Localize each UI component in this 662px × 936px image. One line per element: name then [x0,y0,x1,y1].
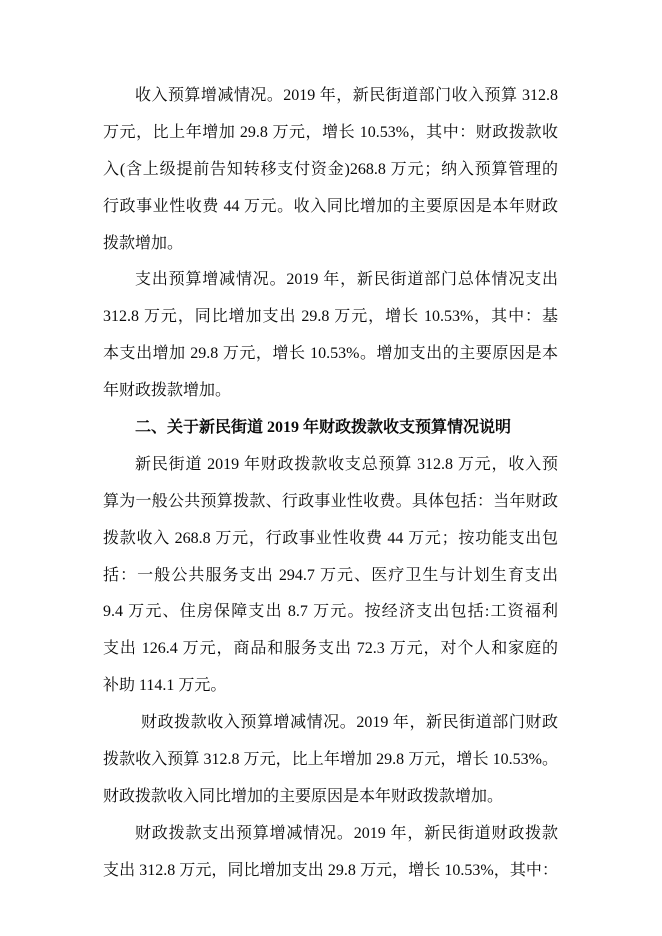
paragraph-line: 万元，比上年增加 29.8 万元，增长 10.53%，其中：财政拨款收 [103,123,558,141]
paragraph-line: 支出 312.8 万元，同比增加支出 29.8 万元，增长 10.53%，其中： [103,861,558,879]
paragraph-line: 括：一般公共服务支出 294.7 万元、医疗卫生与计划生育支出 [103,566,558,584]
paragraph-line: 本支出增加 29.8 万元，增长 10.53%。增加支出的主要原因是本 [103,345,558,363]
paragraph-line: 新民街道 2019 年财政拨款收支总预算 312.8 万元，收入预 [135,455,558,473]
paragraph-appropriation-expenditure-change [103,816,558,890]
document-body [103,78,558,890]
paragraph-line: 财政拨款支出预算增减情况。2019 年，新民街道财政拨款 [135,824,558,842]
paragraph-line: 支出预算增减情况。2019 年，新民街道部门总体情况支出 [135,271,558,289]
paragraph-expenditure-budget-change [103,262,558,410]
paragraph-line: 拨款收入 268.8 万元，行政事业性收费 44 万元；按功能支出包 [103,529,558,547]
paragraph-line: 拨款增加。 [103,234,184,252]
paragraph-line: 入(含上级提前告知转移支付资金)268.8 万元；纳入预算管理的 [103,160,558,178]
paragraph-line: 支出 126.4 万元，商品和服务支出 72.3 万元，对个人和家庭的 [103,640,558,658]
paragraph-line: 312.8 万元，同比增加支出 29.8 万元，增长 10.53%，其中：基 [103,308,558,326]
paragraph-line: 年财政拨款增加。 [103,382,232,400]
paragraph-appropriation-revenue-change [103,705,558,816]
paragraph-fiscal-appropriation-overview [103,447,558,705]
paragraph-line: 行政事业性收费 44 万元。收入同比增加的主要原因是本年财政 [103,197,558,215]
paragraph-line: 拨款收入预算 312.8 万元，比上年增加 29.8 万元，增长 10.53%。 [103,751,558,769]
paragraph-line: 补助 114.1 万元。 [103,677,227,695]
paragraph-line: 9.4 万元、住房保障支出 8.7 万元。按经济支出包括:工资福利 [103,603,558,621]
section-heading: 二、关于新民街道 2019 年财政拨款收支预算情况说明 [135,419,512,437]
paragraph-line: 财政拨款收入预算增减情况。2019 年，新民街道部门财政 [141,714,558,732]
paragraph-line: 算为一般公共预算拨款、行政事业性收费。具体包括：当年财政 [103,492,558,510]
paragraph-line: 财政拨款收入同比增加的主要原因是本年财政拨款增加。 [103,787,504,805]
paragraph-revenue-budget-change [103,78,558,262]
paragraph-line: 收入预算增减情况。2019 年，新民街道部门收入预算 312.8 [135,87,558,104]
